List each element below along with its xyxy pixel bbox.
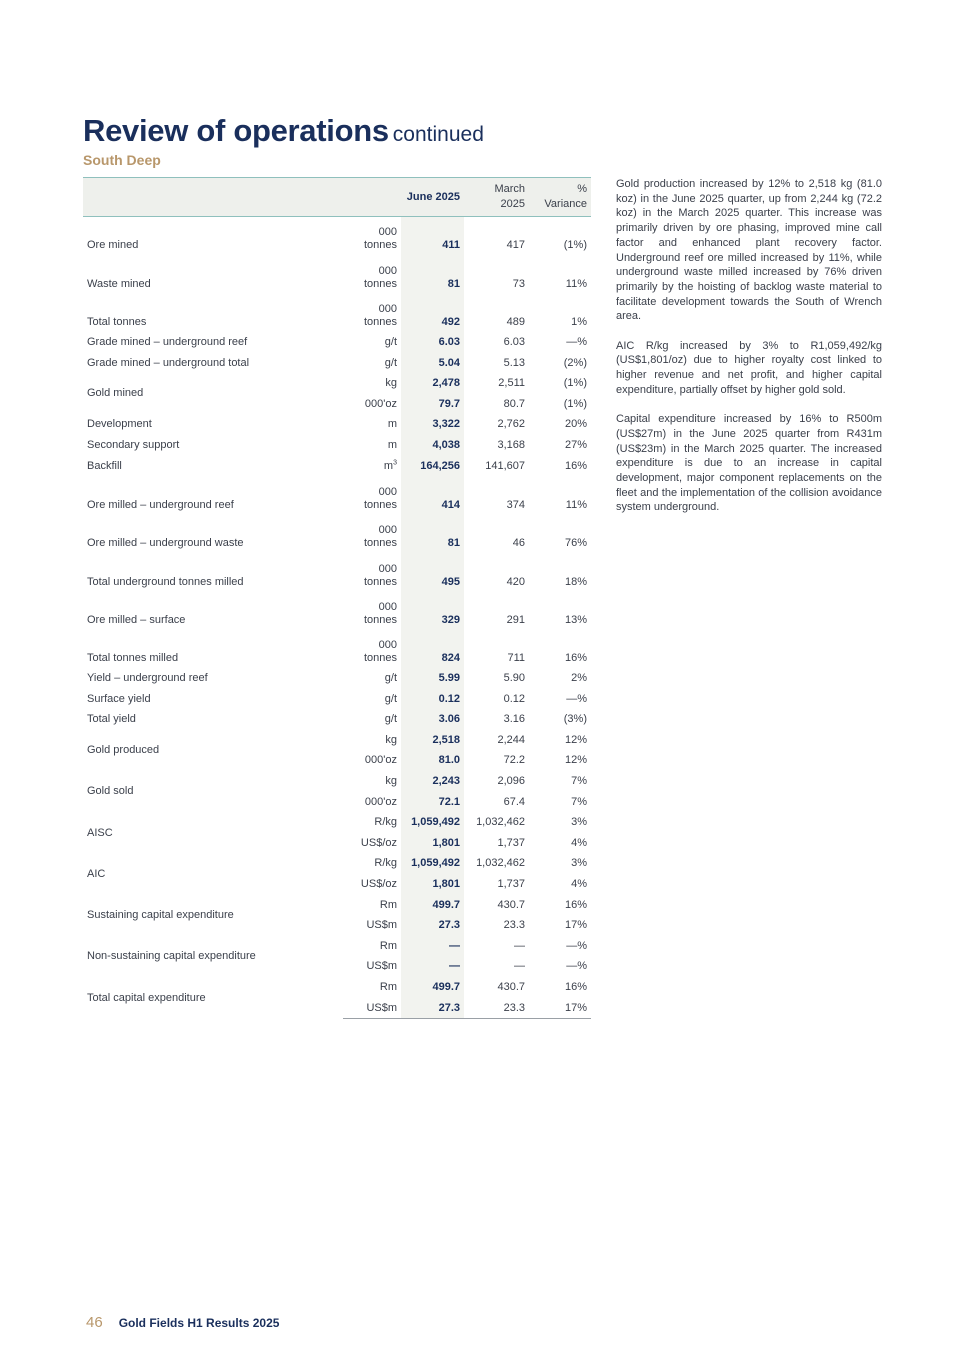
- header-variance: % Variance: [529, 178, 591, 217]
- row-march-value: 1,737: [497, 836, 525, 849]
- row-march-value: 3.16: [503, 713, 525, 726]
- row-label: Grade mined – underground reef: [87, 335, 248, 348]
- row-june-value: 499.7: [401, 895, 464, 916]
- row-unit: [343, 915, 401, 936]
- row-label: AISC: [87, 826, 113, 839]
- row-unit: [343, 515, 401, 553]
- row-unit: [343, 353, 401, 374]
- row-unit-text: m: [387, 418, 397, 431]
- page-number: 46: [86, 1314, 103, 1331]
- row-june-value: 411: [401, 217, 464, 256]
- row-march-value: 430.7: [497, 980, 525, 993]
- row-variance: 2%: [571, 672, 587, 685]
- row-variance: 20%: [564, 418, 587, 431]
- row-march-value: 420: [506, 575, 525, 588]
- row-unit: [343, 977, 401, 998]
- row-june-value: 6.03: [401, 332, 464, 353]
- row-unit-text: m: [387, 438, 397, 451]
- row-june-value: 5.99: [401, 668, 464, 689]
- row-unit-text: R/kg: [374, 857, 397, 870]
- page-title-main: Review of operations: [83, 113, 389, 148]
- row-march-value: 23.3: [503, 919, 525, 932]
- row-variance: 27%: [564, 438, 587, 451]
- row-unit: [343, 854, 401, 875]
- table-row: [83, 435, 591, 456]
- row-variance: 7%: [571, 795, 587, 808]
- row-variance: 12%: [564, 733, 587, 746]
- row-march-value: 374: [506, 498, 525, 511]
- header-label: [83, 178, 343, 217]
- row-june-value: —: [401, 957, 464, 978]
- row-unit: [343, 553, 401, 591]
- commentary-paragraph-production: Gold production increased by 12% to 2,518 kg (81.0 koz) in the June 2025 quarter, up from 2,244 kg (72.2 koz) in the March 2025 quarter. This increase was primarily driven by ore phasing, improved mine call factor and enhanced plant recovery factor. Underground reef ore milled increased by 11%, while underground waste milled increased by 76% driven primarily by the hoisting of backlog waste material to facilitate development towards the South of Wrench area.: [616, 178, 882, 323]
- table-row: [83, 668, 591, 689]
- row-label: Ore milled – underground waste: [87, 537, 244, 550]
- table-row: [83, 630, 591, 668]
- section-subtitle: South Deep: [83, 152, 161, 168]
- operations-table-container: [83, 177, 591, 1019]
- row-unit: [343, 668, 401, 689]
- row-variance: 13%: [564, 613, 587, 626]
- row-june-value: 414: [401, 476, 464, 514]
- row-june-value: 2,243: [401, 771, 464, 792]
- row-variance: —%: [566, 335, 587, 348]
- row-june-value: 2,518: [401, 730, 464, 751]
- row-june-value: 329: [401, 592, 464, 630]
- table-row: [83, 812, 591, 833]
- document-title: Gold Fields H1 Results 2025: [118, 1316, 280, 1330]
- row-march-value: 5.90: [503, 672, 525, 685]
- row-label: Waste mined: [87, 277, 151, 290]
- row-unit: [343, 936, 401, 957]
- table-row: [83, 332, 591, 353]
- row-label: Total tonnes: [87, 316, 147, 329]
- row-variance: —%: [566, 960, 587, 973]
- table-body: [83, 217, 591, 1019]
- row-june-value: 499.7: [401, 977, 464, 998]
- row-unit-text: 000'oz: [364, 795, 397, 808]
- table-row: [83, 771, 591, 792]
- row-unit-text: Rm: [379, 898, 397, 911]
- row-label: Grade mined – underground total: [87, 356, 250, 369]
- row-march-value: 80.7: [503, 397, 525, 410]
- row-unit: [343, 592, 401, 630]
- row-june-value: 5.04: [401, 353, 464, 374]
- row-june-value: 164,256: [401, 456, 464, 477]
- row-june-value: 2,478: [401, 373, 464, 394]
- table-row: [83, 294, 591, 332]
- row-variance: (2%): [563, 356, 587, 369]
- row-unit-text: 000 tonnes: [363, 639, 397, 665]
- commentary-paragraph-capex: Capital expenditure increased by 16% to R500m (US$27m) in the June 2025 quarter from R431m (US$23m) in the March 2025 quarter. The increased expenditure is due to an increase in capital development, major component replacements on the fleet and the implementation of the collision avoidance system underground.: [616, 413, 882, 514]
- row-june-value: 3.06: [401, 709, 464, 730]
- table-row: [83, 353, 591, 374]
- page-title: [83, 112, 484, 149]
- row-label: Total yield: [87, 713, 136, 726]
- row-variance: 17%: [529, 998, 591, 1019]
- row-march-value: 417: [506, 239, 525, 252]
- table-row: [83, 730, 591, 751]
- row-unit-text: g/t: [384, 692, 397, 705]
- row-unit: [343, 435, 401, 456]
- row-unit-text: m: [383, 459, 394, 472]
- row-unit: [343, 217, 401, 256]
- row-unit: [343, 771, 401, 792]
- row-unit-superscript: 3: [393, 458, 397, 466]
- row-variance: —%: [566, 692, 587, 705]
- row-unit-text: Rm: [379, 939, 397, 952]
- row-unit-text: 000 tonnes: [363, 226, 397, 252]
- table-row: [83, 592, 591, 630]
- row-unit: [343, 709, 401, 730]
- row-june-value: 72.1: [401, 792, 464, 813]
- row-march-value: 46: [512, 537, 525, 550]
- table-row: [83, 255, 591, 293]
- commentary-paragraph-aic: AIC R/kg increased by 3% to R1,059,492/kg (US$1,801/oz) due to higher royalty cost linked to higher revenue and net profit, and higher capital expenditure, partially offset by higher gold sold.: [616, 339, 882, 396]
- row-label: Backfill: [87, 459, 122, 472]
- row-unit-text: 000'oz: [364, 754, 397, 767]
- table-row: [83, 936, 591, 957]
- table-row: [83, 373, 591, 394]
- row-march-value: 1,032,462: [476, 857, 525, 870]
- row-march-value: 711: [507, 652, 525, 665]
- row-label: Gold mined: [87, 387, 144, 400]
- row-variance: (1%): [563, 397, 587, 410]
- row-march-value: 6.03: [503, 335, 525, 348]
- page-title-suffix: continued: [392, 123, 484, 146]
- row-unit: [343, 833, 401, 854]
- row-unit: [343, 332, 401, 353]
- row-march-value: 67.4: [503, 795, 525, 808]
- row-march-value: 489: [506, 316, 525, 329]
- row-june-value: 1,801: [401, 874, 464, 895]
- row-variance: 16%: [564, 898, 587, 911]
- row-june-value: 3,322: [401, 415, 464, 436]
- row-march-value: 23.3: [464, 998, 529, 1019]
- row-label: Secondary support: [87, 438, 180, 451]
- row-june-value: 81: [401, 515, 464, 553]
- row-unit-text: US$m: [366, 960, 397, 973]
- table-row: [83, 415, 591, 436]
- row-march-value: 2,244: [497, 733, 525, 746]
- table-row: [83, 689, 591, 710]
- operations-table: [83, 177, 591, 1019]
- row-unit: [343, 874, 401, 895]
- table-row: [83, 456, 591, 477]
- row-march-value: 291: [506, 613, 525, 626]
- row-unit-text: R/kg: [374, 816, 397, 829]
- row-variance: 11%: [565, 277, 587, 290]
- row-variance: 11%: [565, 498, 587, 511]
- row-march-value: 430.7: [497, 898, 525, 911]
- row-march-value: 1,032,462: [476, 816, 525, 829]
- row-unit: [343, 689, 401, 710]
- row-unit-text: US$m: [366, 919, 397, 932]
- table-row: [83, 854, 591, 875]
- row-march-value: 3,168: [497, 438, 525, 451]
- row-variance: (1%): [563, 239, 587, 252]
- row-variance: (1%): [563, 377, 587, 390]
- row-june-value: 1,059,492: [401, 854, 464, 875]
- row-unit: [343, 456, 401, 477]
- row-variance: 17%: [564, 919, 587, 932]
- row-june-value: 79.7: [401, 394, 464, 415]
- row-unit-text: 000 tonnes: [363, 562, 397, 588]
- row-label: Ore milled – underground reef: [87, 498, 234, 511]
- header-june: June 2025: [401, 178, 464, 217]
- row-unit-text: 000 tonnes: [363, 264, 397, 290]
- row-unit: [343, 415, 401, 436]
- row-unit: [343, 394, 401, 415]
- row-variance: 4%: [571, 878, 587, 891]
- row-unit: [343, 255, 401, 293]
- row-march-value: 0.12: [503, 692, 525, 705]
- row-variance: 18%: [564, 575, 587, 588]
- row-unit-text: kg: [385, 377, 397, 390]
- row-unit: [343, 373, 401, 394]
- row-unit-text: 000 tonnes: [363, 600, 397, 626]
- row-label: Ore mined: [87, 239, 139, 252]
- row-variance: 4%: [571, 836, 587, 849]
- row-june-value: 495: [401, 553, 464, 591]
- row-label: Development: [87, 418, 152, 431]
- row-june-value: 81: [401, 255, 464, 293]
- commentary: [616, 177, 882, 530]
- row-variance: 12%: [564, 754, 587, 767]
- row-march-value: 1,737: [497, 878, 525, 891]
- row-label: Total tonnes milled: [87, 652, 179, 665]
- row-unit-text: US$/oz: [360, 836, 397, 849]
- row-unit-text: 000'oz: [364, 397, 397, 410]
- row-variance: 1%: [571, 316, 587, 329]
- table-row: [83, 553, 591, 591]
- row-label: Ore milled – surface: [87, 613, 186, 626]
- row-variance: 7%: [571, 775, 587, 788]
- row-unit-text: g/t: [384, 713, 397, 726]
- row-june-value: 1,801: [401, 833, 464, 854]
- row-unit-text: kg: [385, 733, 397, 746]
- row-unit-text: g/t: [384, 335, 397, 348]
- table-row: [83, 977, 591, 998]
- row-march-value: —: [514, 939, 525, 952]
- row-march-value: 141,607: [485, 459, 525, 472]
- row-unit: [343, 957, 401, 978]
- row-june-value: 81.0: [401, 751, 464, 772]
- table-row: [83, 709, 591, 730]
- row-label: Sustaining capital expenditure: [87, 908, 234, 921]
- row-variance: 3%: [571, 816, 587, 829]
- row-unit: [343, 294, 401, 332]
- table-header-row: [83, 178, 591, 217]
- row-unit-text: 000 tonnes: [363, 524, 397, 550]
- row-label: Total capital expenditure: [87, 991, 206, 1004]
- row-june-value: —: [401, 936, 464, 957]
- page-footer: [86, 1314, 279, 1332]
- row-march-value: 2,762: [497, 418, 525, 431]
- row-label: Gold produced: [87, 744, 160, 757]
- row-march-value: 2,096: [497, 775, 525, 788]
- row-march-value: 73: [512, 277, 525, 290]
- row-label: Gold sold: [87, 785, 134, 798]
- row-march-value: 72.2: [503, 754, 525, 767]
- row-label: Total underground tonnes milled: [87, 575, 244, 588]
- row-variance: 16%: [564, 652, 587, 665]
- row-label: Surface yield: [87, 692, 151, 705]
- row-unit-text: Rm: [379, 980, 397, 993]
- row-unit-text: kg: [385, 775, 397, 788]
- row-variance: (3%): [563, 713, 587, 726]
- row-june-value: 27.3: [401, 998, 464, 1019]
- row-unit: [343, 998, 401, 1019]
- row-unit-text: g/t: [384, 672, 397, 685]
- row-unit: [343, 476, 401, 514]
- row-label: Non-sustaining capital expenditure: [87, 950, 256, 963]
- row-june-value: 27.3: [401, 915, 464, 936]
- row-label: AIC: [87, 867, 106, 880]
- row-variance: 76%: [564, 537, 587, 550]
- row-june-value: 1,059,492: [401, 812, 464, 833]
- row-variance: 16%: [564, 459, 587, 472]
- row-unit-text: 000 tonnes: [363, 485, 397, 511]
- row-variance: 3%: [571, 857, 587, 870]
- row-march-value: 2,511: [498, 377, 525, 390]
- row-unit: [343, 792, 401, 813]
- row-variance: —%: [566, 939, 587, 952]
- row-unit-text: g/t: [384, 356, 397, 369]
- row-unit: [343, 895, 401, 916]
- row-label: Yield – underground reef: [87, 672, 208, 685]
- row-unit: [343, 751, 401, 772]
- table-row: [83, 217, 591, 256]
- row-unit: [343, 730, 401, 751]
- row-march-value: 5.13: [503, 356, 525, 369]
- row-june-value: 492: [401, 294, 464, 332]
- row-variance: 16%: [564, 980, 587, 993]
- row-unit: [343, 812, 401, 833]
- row-june-value: 824: [401, 630, 464, 668]
- row-unit: [343, 630, 401, 668]
- header-march: March 2025: [464, 178, 529, 217]
- table-row: [83, 895, 591, 916]
- row-unit-text: US$/oz: [360, 878, 397, 891]
- table-row: [83, 476, 591, 514]
- row-june-value: 4,038: [401, 435, 464, 456]
- row-june-value: 0.12: [401, 689, 464, 710]
- header-unit: [343, 178, 401, 217]
- row-unit-text: 000 tonnes: [363, 303, 397, 329]
- table-row: [83, 515, 591, 553]
- row-unit-text: US$m: [366, 1001, 397, 1014]
- row-march-value: —: [514, 960, 525, 973]
